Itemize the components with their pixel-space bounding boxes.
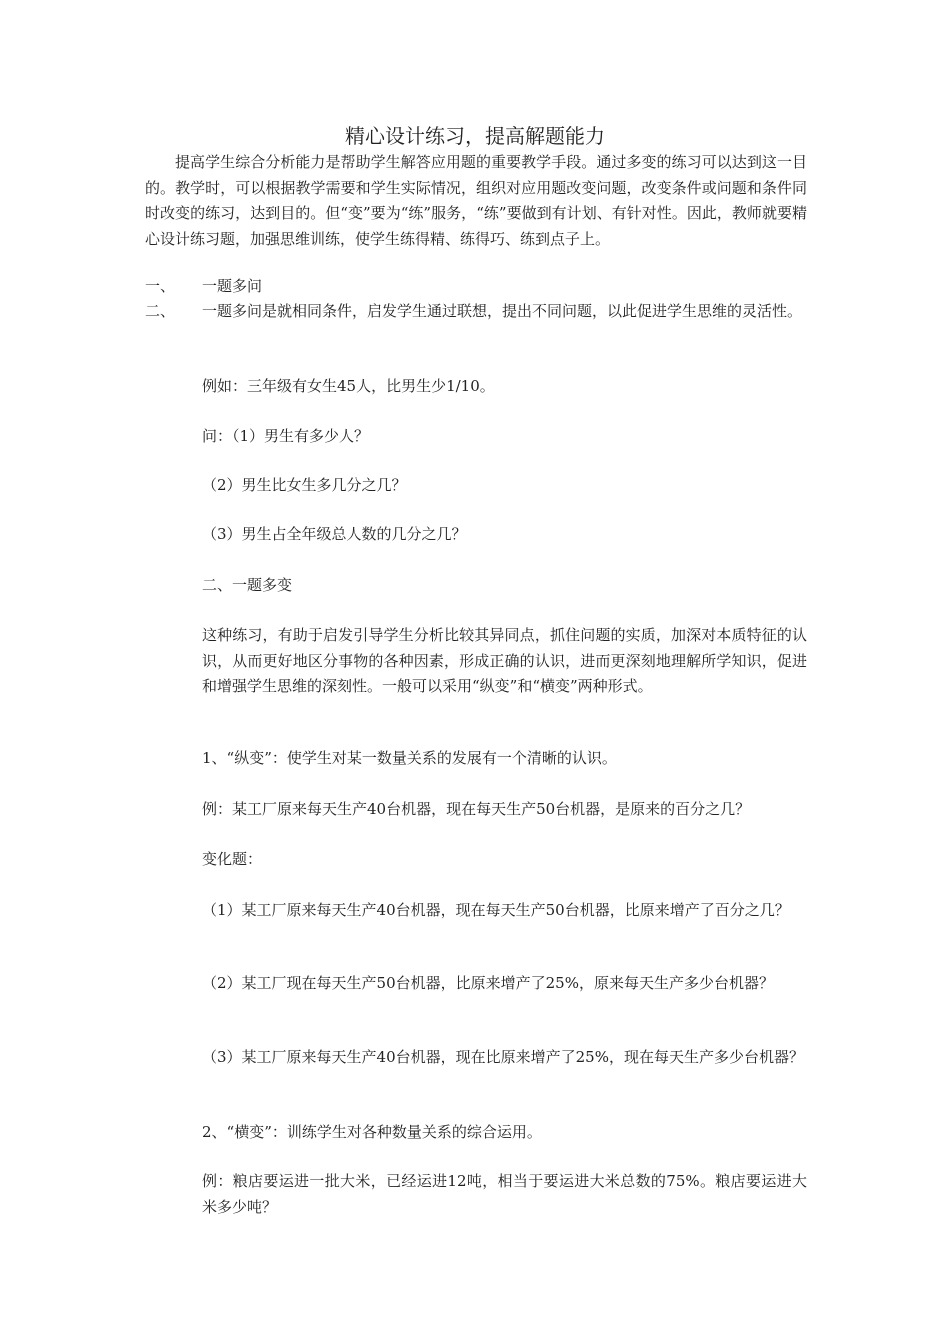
body-paragraph: 变化题： [202, 850, 263, 868]
subsection-heading: 1、“纵变”：使学生对某一数量关系的发展有一个清晰的认识。 [202, 749, 617, 767]
question-paragraph: 问：（1）男生有多少人？ [202, 427, 370, 445]
intro-paragraph: 提高学生综合分析能力是帮助学生解答应用题的重要教学手段。通过多变的练习可以达到这一目的。教学时，可以根据教学需要和学生实际情况，组织对应用题改变问题，改变条件或问题和条件同时改变的练习，达到目的。但“变”要为“练”服务，“练”要做到有计划、有针对性。因此，教师就要精心设计练习题，加强思维训练，使学生练得精、练得巧、练到点子上。 [145, 153, 807, 248]
outline-text: 一题多问 [202, 277, 263, 295]
example-paragraph: 例如：三年级有女生45人，比男生少1/10。 [202, 377, 495, 395]
document-title: 精心设计练习，提高解题能力 [345, 124, 605, 148]
subsection-heading: 2、“横变”：训练学生对各种数量关系的综合运用。 [202, 1123, 542, 1141]
body-paragraph: 这种练习，有助于启发引导学生分析比较其异同点，抓住问题的实质，加深对本质特征的认识，从而更好地区分事物的各种因素，形成正确的认识，进而更深刻地理解所学知识，促进和增强学生思维的深刻性。一般可以采用“纵变”和“横变”两种形式。 [202, 626, 807, 695]
question-paragraph: （3）男生占全年级总人数的几分之几？ [202, 525, 467, 543]
variant-question: （2）某工厂现在每天生产50台机器，比原来增产了25%，原来每天生产多少台机器？ [202, 974, 774, 992]
outline-number: 二、 [145, 302, 176, 320]
question-paragraph: （2）男生比女生多几分之几？ [202, 476, 407, 494]
example-paragraph: 例：粮店要运进一批大米，已经运进12吨，相当于要运进大米总数的75%。粮店要运进大米多少吨？ [202, 1172, 807, 1216]
variant-question: （3）某工厂原来每天生产40台机器，现在比原来增产了25%，现在每天生产多少台机器？ [202, 1048, 804, 1066]
variant-question: （1）某工厂原来每天生产40台机器，现在每天生产50台机器，比原来增产了百分之几？ [202, 901, 790, 919]
section-heading: 二、一题多变 [202, 576, 293, 594]
outline-text: 一题多问是就相同条件，启发学生通过联想，提出不同问题，以此促进学生思维的灵活性。 [202, 302, 803, 320]
example-paragraph: 例：某工厂原来每天生产40台机器，现在每天生产50台机器，是原来的百分之几？ [202, 800, 751, 818]
outline-number: 一、 [145, 277, 176, 295]
